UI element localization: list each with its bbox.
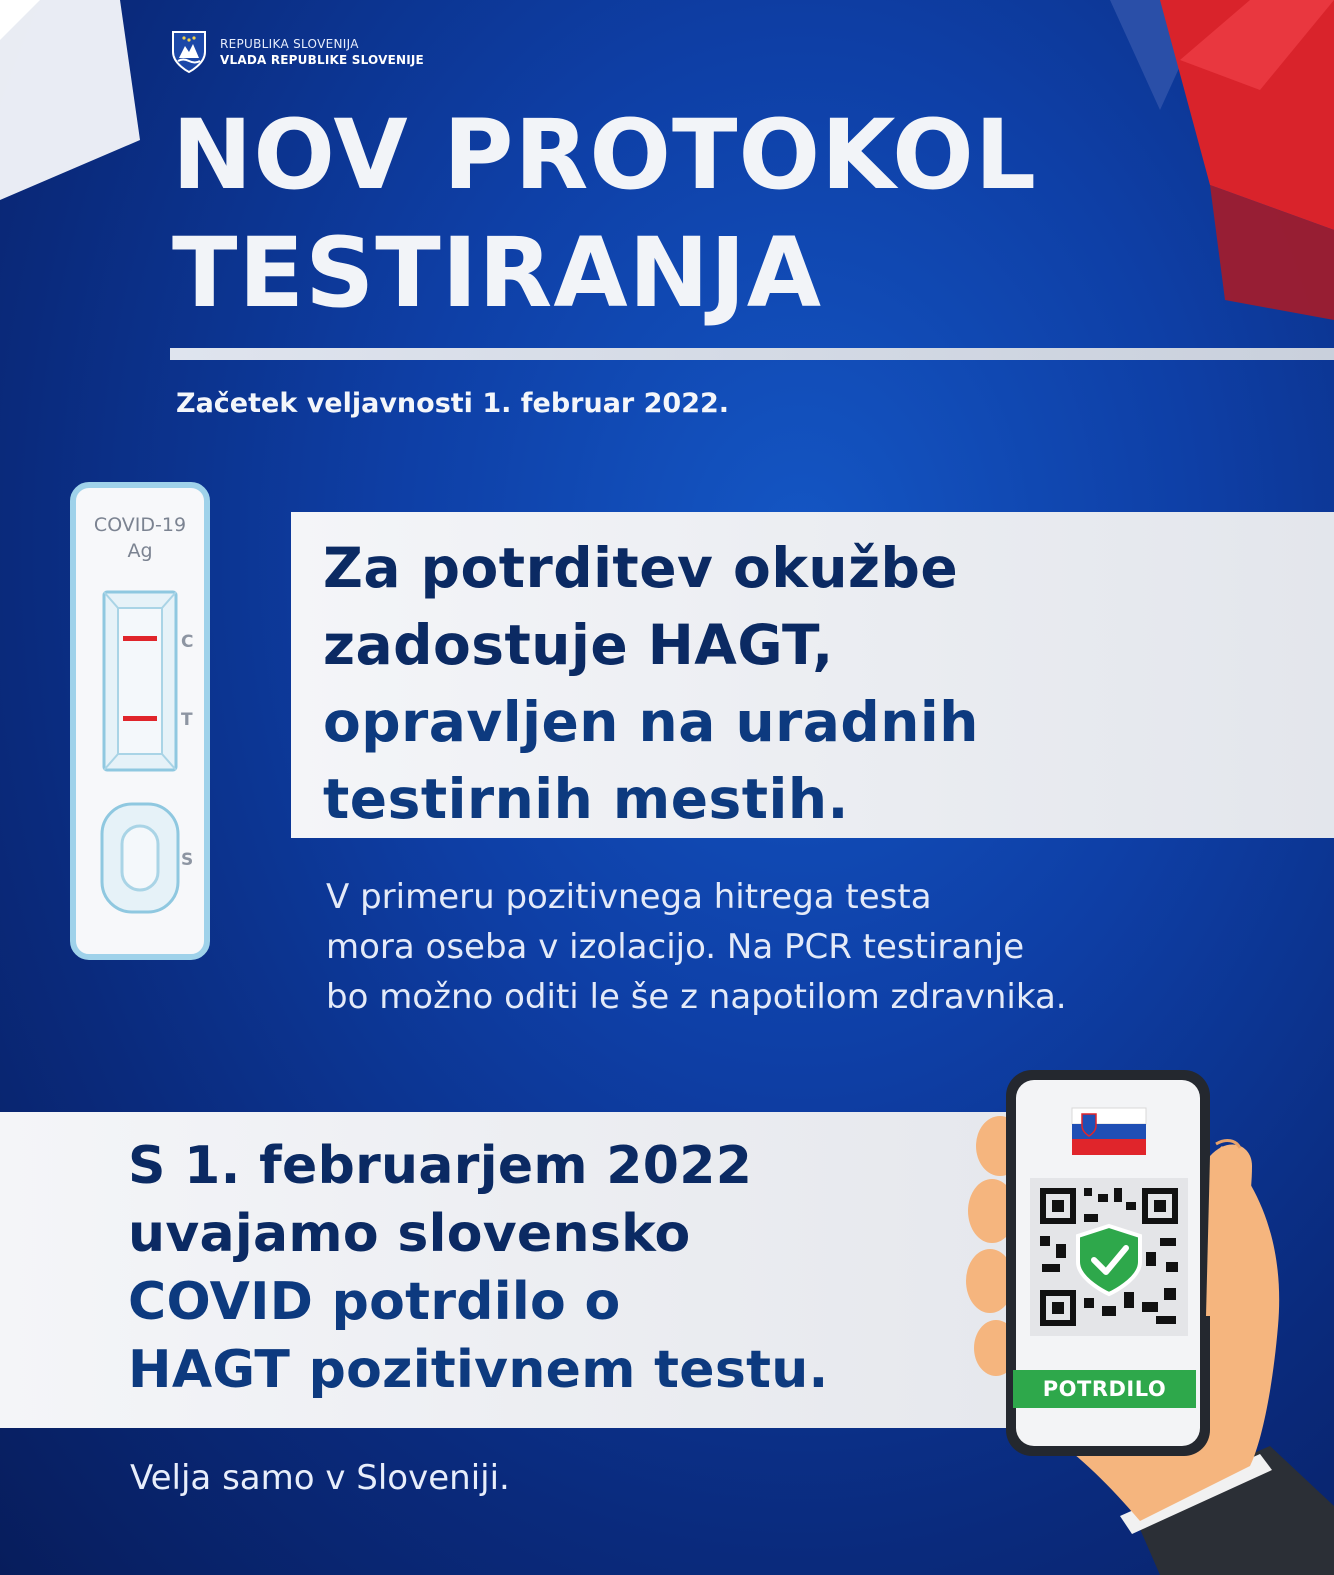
certificate-badge: POTRDILO bbox=[1013, 1370, 1196, 1408]
device-label-line1: COVID-19 bbox=[93, 514, 187, 536]
panel1-line: Za potrditev okužbe bbox=[323, 536, 959, 600]
panel1-line: opravljen na uradnih bbox=[323, 690, 979, 754]
isolation-info bbox=[326, 872, 1067, 1022]
title-line2: TESTIRANJA bbox=[172, 217, 822, 329]
antigen-test-illustration bbox=[70, 482, 210, 960]
gov-name-line1: REPUBLIKA SLOVENIJA bbox=[220, 37, 359, 51]
slovenia-flag-icon bbox=[1072, 1108, 1146, 1155]
panel2-line: COVID potrdilo o bbox=[128, 1272, 621, 1332]
title-divider bbox=[170, 348, 1334, 360]
title-line1: NOV PROTOKOL bbox=[172, 99, 1037, 211]
device-label-line2: Ag bbox=[127, 540, 153, 562]
gov-name-line2: VLADA REPUBLIKE SLOVENIJE bbox=[220, 53, 424, 67]
validity-date: Začetek veljavnosti 1. februar 2022. bbox=[176, 388, 730, 419]
panel2-line: S 1. februarjem 2022 bbox=[128, 1136, 753, 1196]
panel2-line: HAGT pozitivnem testu. bbox=[128, 1340, 829, 1400]
panel2-line: uvajamo slovensko bbox=[128, 1204, 691, 1264]
panel1-line: zadostuje HAGT, bbox=[323, 613, 834, 677]
slovenian-coat-of-arms-icon bbox=[170, 30, 208, 74]
info-line: bo možno oditi le še z napotilom zdravnika. bbox=[326, 977, 1067, 1017]
info-line: V primeru pozitivnega hitrega testa bbox=[326, 877, 932, 917]
control-line bbox=[123, 636, 157, 641]
device-mark-t: T bbox=[181, 710, 193, 730]
phone-certificate-illustration bbox=[960, 1066, 1334, 1575]
page-title bbox=[172, 96, 1037, 332]
validity-note: Velja samo v Sloveniji. bbox=[130, 1458, 510, 1498]
info-line: mora oseba v izolacijo. Na PCR testiranje bbox=[326, 927, 1025, 967]
test-line bbox=[123, 716, 157, 721]
hagt-confirmation-text bbox=[323, 530, 979, 838]
government-header bbox=[170, 30, 424, 74]
device-mark-c: C bbox=[181, 632, 194, 652]
device-mark-s: S bbox=[181, 850, 194, 870]
covid-certificate-text bbox=[128, 1132, 829, 1404]
panel1-line: testirnih mestih. bbox=[323, 767, 849, 831]
